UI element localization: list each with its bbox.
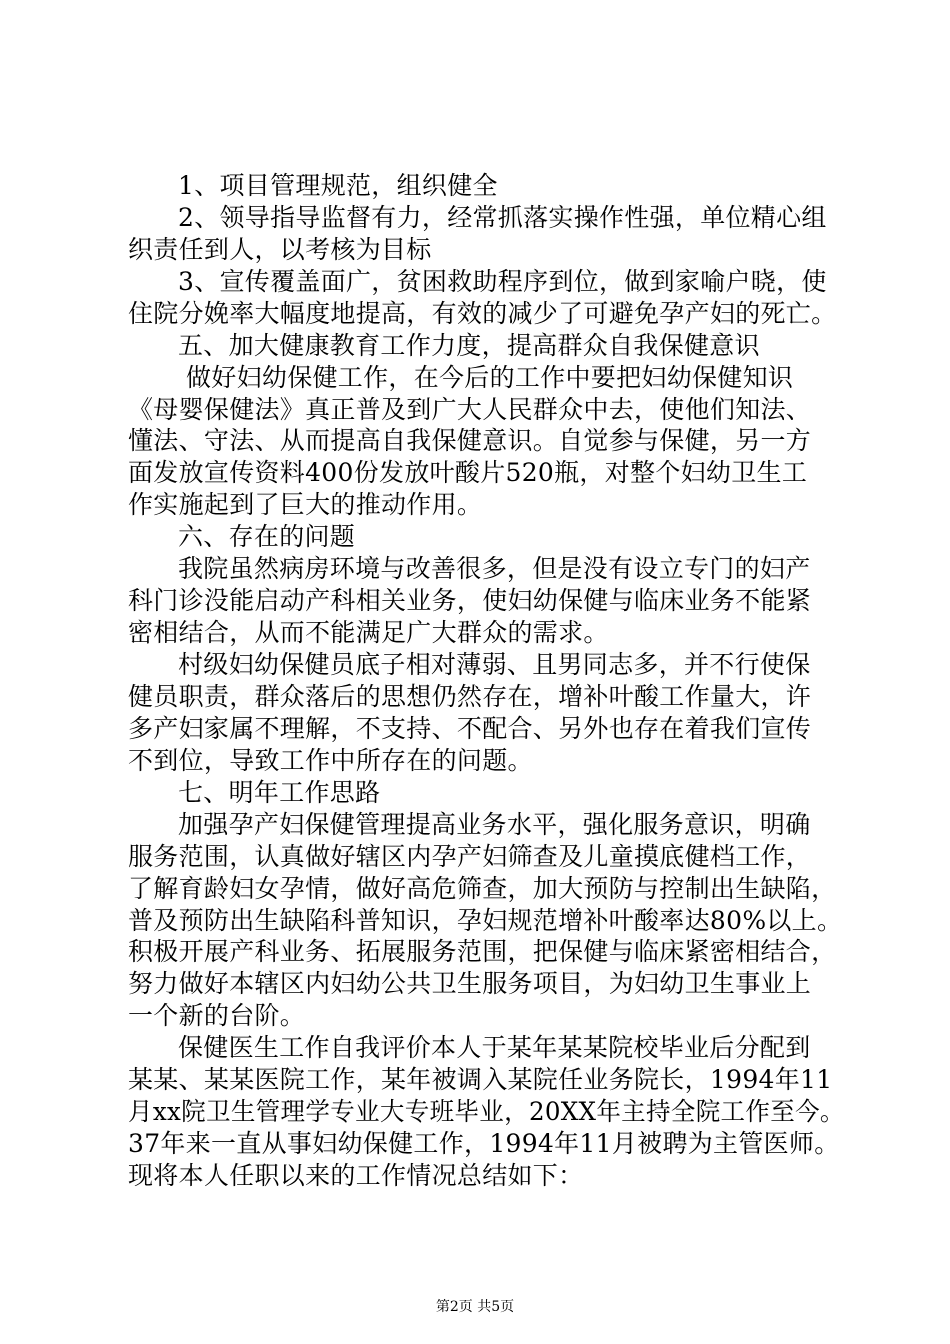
text-line: 了解育龄妇女孕情，做好高危筛查，加大预防与控制出生缺陷，: [128, 874, 837, 903]
text-line: 《母婴保健法》真正普及到广大人民群众中去，使他们知法、: [128, 395, 812, 424]
text-line: 努力做好本辖区内妇幼公共卫生服务项目，为妇幼卫生事业上: [128, 969, 812, 998]
text-line: 织责任到人，以考核为目标: [128, 235, 432, 264]
text-line: 保健医生工作自我评价本人于某年某某院校毕业后分配到: [178, 1033, 811, 1062]
text-line: 月xx院卫生管理学专业大专班毕业，20XX年主持全院工作至今。: [128, 1097, 845, 1126]
text-line: 服务范围，认真做好辖区内孕产妇筛查及儿童摸底健档工作，: [128, 842, 812, 871]
text-line: 3、宣传覆盖面广，贫困救助程序到位，做到家喻户晓，使: [178, 267, 827, 296]
text-line: 37年来一直从事妇幼保健工作，1994年11月被聘为主管医师。: [128, 1129, 840, 1158]
text-line: 不到位，导致工作中所存在的问题。: [128, 746, 533, 775]
text-line: 作实施起到了巨大的推动作用。: [128, 490, 483, 519]
text-line: 2、领导指导监督有力，经常抓落实操作性强，单位精心组: [178, 203, 827, 232]
text-line: 我院虽然病房环境与改善很多，但是没有设立专门的妇产: [178, 554, 811, 583]
text-line: 加强孕产妇保健管理提高业务水平，强化服务意识，明确: [178, 810, 811, 839]
text-line: 现将本人任职以来的工作情况总结如下：: [128, 1161, 584, 1190]
page-footer: 第2页 共5页: [435, 1299, 515, 1315]
section-heading: 五、加大健康教育工作力度，提高群众自我保健意识: [178, 331, 760, 360]
text-line: 1、项目管理规范，组织健全: [178, 171, 498, 200]
text-line: 某某、某某医院工作，某年被调入某院任业务院长，1994年11: [128, 1065, 833, 1094]
text-line: 一个新的台阶。: [128, 1001, 306, 1030]
text-line: 懂法、守法、从而提高自我保健意识。自觉参与保健，另一方: [128, 426, 812, 455]
text-line: 健员职责，群众落后的思想仍然存在，增补叶酸工作量大，许: [128, 682, 812, 711]
text-line: 科门诊没能启动产科相关业务，使妇幼保健与临床业务不能紧: [128, 586, 812, 615]
section-heading: 六、存在的问题: [178, 522, 356, 551]
text-line: 多产妇家属不理解，不支持、不配合、另外也存在着我们宣传: [128, 714, 812, 743]
text-line: 住院分娩率大幅度地提高，有效的减少了可避免孕产妇的死亡。: [128, 299, 837, 328]
text-line: 村级妇幼保健员底子相对薄弱、且男同志多，并不行使保: [178, 650, 811, 679]
text-line: 普及预防出生缺陷科普知识，孕妇规范增补叶酸率达80%以上。: [128, 906, 843, 935]
text-line: 积极开展产科业务、拓展服务范围，把保健与临床紧密相结合，: [128, 937, 837, 966]
text-line: 密相结合，从而不能满足广大群众的需求。: [128, 618, 609, 647]
section-heading: 七、明年工作思路: [178, 778, 381, 807]
text-line: 做好妇幼保健工作，在今后的工作中要把妇幼保健知识: [186, 363, 794, 392]
text-line: 面发放宣传资料400份发放叶酸片520瓶，对整个妇幼卫生工: [128, 458, 808, 487]
